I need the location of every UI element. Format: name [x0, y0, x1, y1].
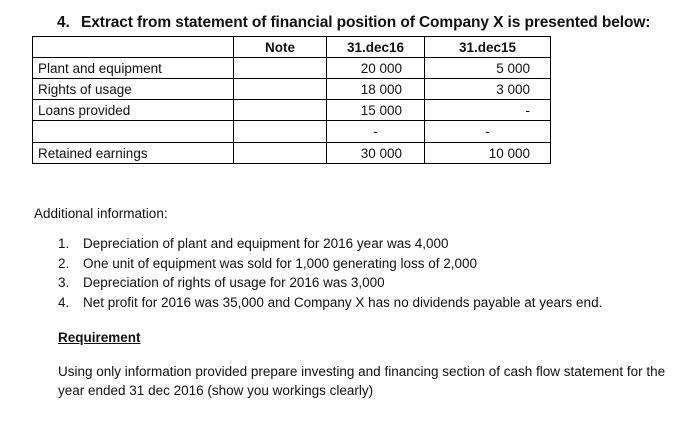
row-note — [234, 143, 327, 164]
item-text: One unit of equipment was sold for 1,000 generating loss of 2,000 — [83, 255, 478, 271]
row-note — [234, 58, 327, 79]
row-dec15: - — [425, 121, 551, 143]
question-heading — [57, 14, 650, 32]
row-note — [234, 100, 327, 121]
requirement-text: Using only information provided prepare investing and financing section of cash flow statement for the year ended 31 dec 2016 (show you workings clearly) — [58, 364, 666, 398]
item-text: Depreciation of plant and equipment for 2016 year was 4,000 — [83, 236, 449, 251]
row-note — [234, 79, 327, 100]
list-item — [58, 236, 602, 256]
row-label: Loans provided — [33, 100, 234, 121]
table-row — [33, 143, 551, 164]
table-row — [33, 121, 551, 143]
question-number: 4. — [57, 14, 70, 31]
row-label — [33, 121, 234, 143]
row-dec16: 30 000 — [327, 143, 425, 164]
table-row — [33, 58, 551, 79]
table-row — [33, 100, 551, 121]
item-text: Net profit for 2016 was 35,000 and Company X has no dividends payable at years end. — [83, 294, 603, 310]
financial-position-table — [32, 36, 551, 164]
table-header-row — [33, 37, 551, 58]
row-dec16: 15 000 — [327, 100, 425, 121]
item-number: 3. — [58, 275, 70, 290]
item-number: 4. — [58, 294, 70, 310]
list-item — [58, 256, 602, 276]
row-dec15: - — [425, 100, 551, 121]
requirement-heading: Requirement — [58, 330, 141, 345]
additional-info-list — [58, 236, 602, 314]
row-dec16: 20 000 — [327, 58, 425, 79]
row-label: Rights of usage — [33, 79, 234, 100]
header-label — [33, 37, 234, 58]
row-label: Retained earnings — [33, 143, 234, 164]
row-dec16: - — [327, 121, 425, 143]
row-dec15: 10 000 — [425, 143, 551, 164]
item-number: 2. — [58, 255, 70, 271]
header-dec15: 31.dec15 — [425, 37, 551, 58]
row-dec16: 18 000 — [327, 79, 425, 100]
row-dec15: 3 000 — [425, 79, 551, 100]
list-item — [58, 295, 602, 315]
additional-info-title: Additional information: — [34, 206, 168, 221]
table-row — [33, 79, 551, 100]
item-number: 1. — [58, 236, 70, 251]
question-title: Extract from statement of financial position of Company X is presented below: — [81, 14, 651, 31]
row-note — [234, 121, 327, 143]
list-item — [58, 275, 602, 295]
row-label: Plant and equipment — [33, 58, 234, 79]
header-note: Note — [234, 37, 327, 58]
row-dec15: 5 000 — [425, 58, 551, 79]
item-text: Depreciation of rights of usage for 2016 was 3,000 — [83, 275, 385, 290]
header-dec16: 31.dec16 — [327, 37, 425, 58]
